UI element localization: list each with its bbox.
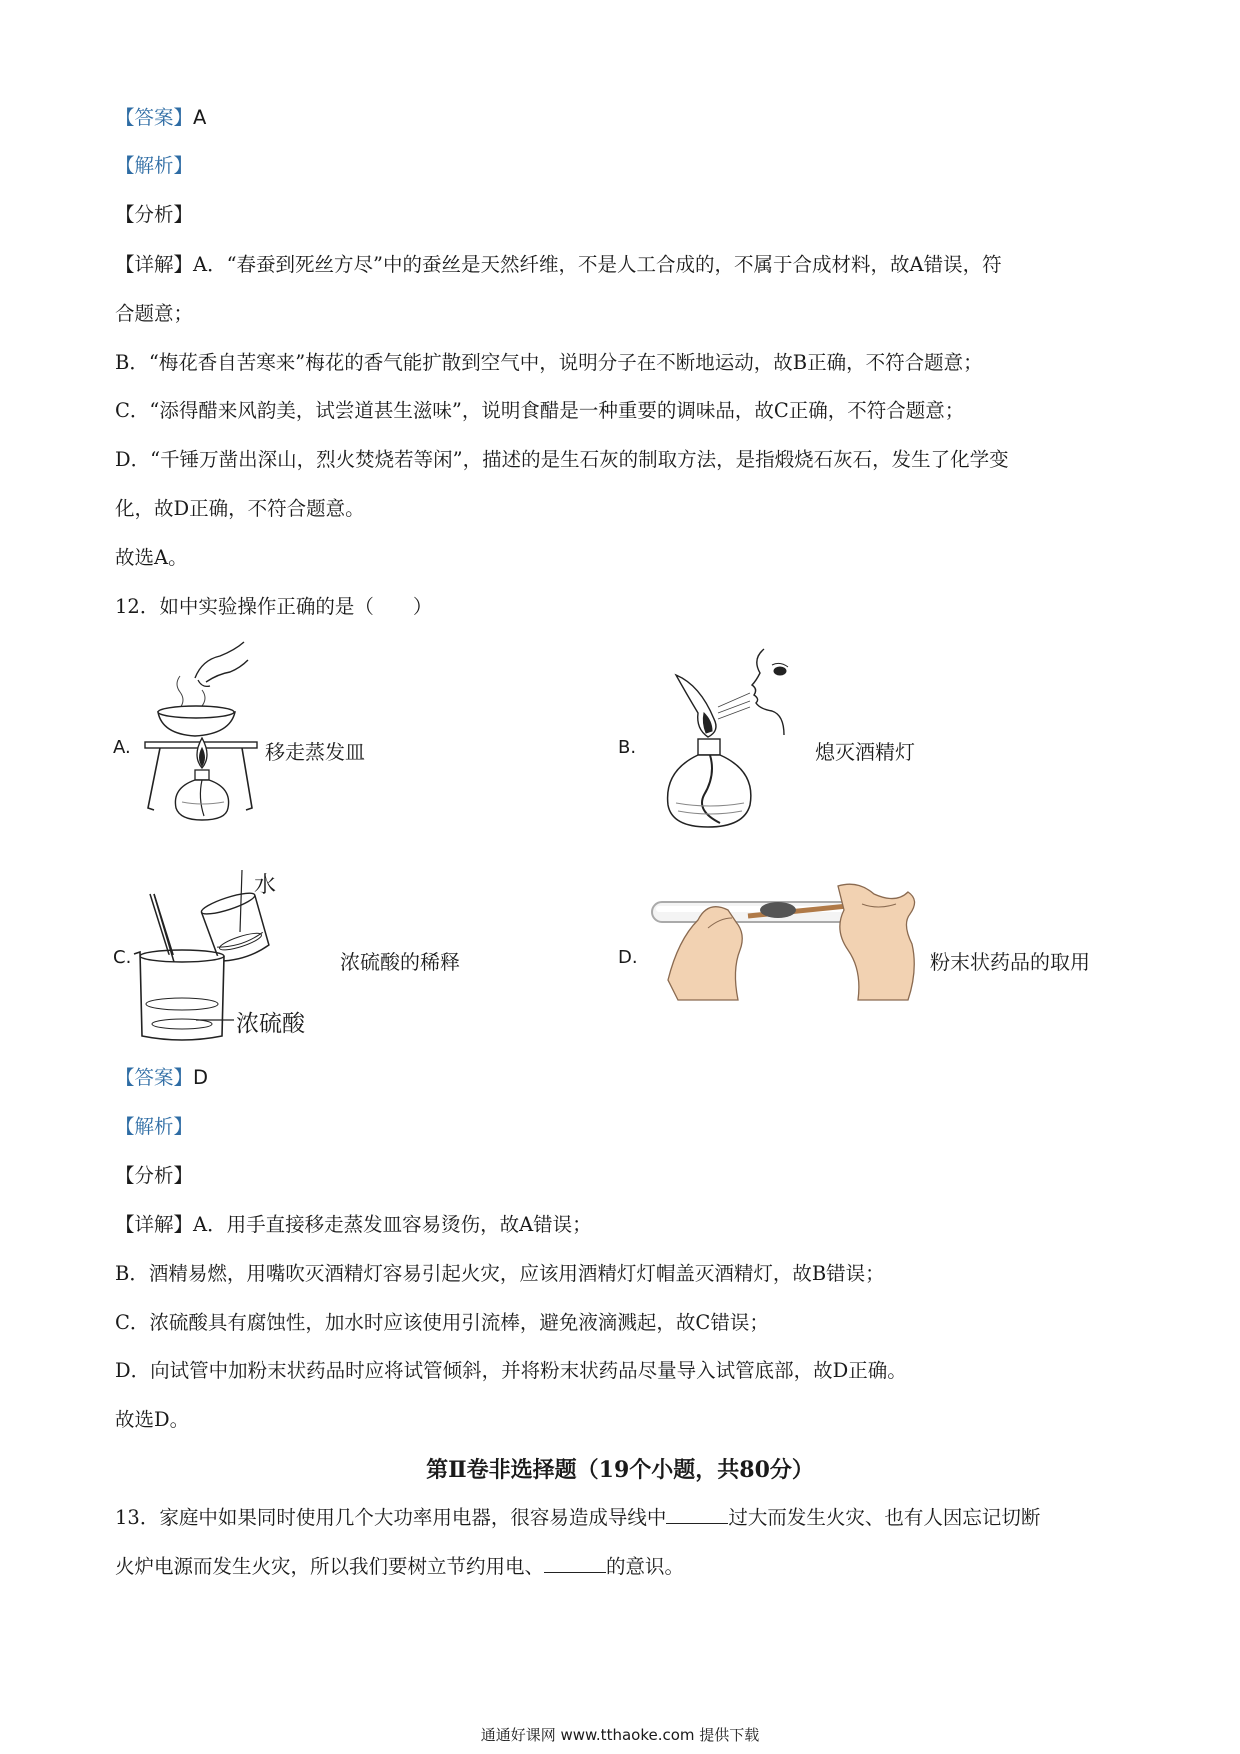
q13-line1 (115, 1503, 1040, 1532)
section-title: 第Ⅱ卷非选择题（19个小题，共80分） (426, 1457, 814, 1483)
q11-line-d1: D．“千锤万凿出深山，烈火焚烧若等闲”，描述的是生石灰的制取方法，是指煅烧石灰石，发生了化学变 (115, 448, 1009, 471)
q12-line-d: D．向试管中加粉末状药品时应将试管倾斜，并将粉末状药品尽量导入试管底部，故D正确。 (115, 1359, 907, 1382)
option-c-caption: 浓硫酸的稀释 (340, 950, 460, 974)
q11-line-d2: 化，故D正确，不符合题意。 (115, 497, 365, 520)
option-a-caption: 移走蒸发皿 (265, 740, 365, 764)
q13-blank-2 (544, 1552, 606, 1573)
option-b-caption: 熄灭酒精灯 (815, 740, 915, 764)
q13-part2: 过大而发生火灾、也有人因忘记切断 (728, 1506, 1041, 1529)
powder-test-tube-figure (648, 880, 928, 1010)
option-c-label: C. (113, 947, 132, 968)
acid-label: 浓硫酸 (236, 1011, 305, 1037)
q13-blank-1 (666, 1503, 728, 1524)
option-d-caption: 粉末状药品的取用 (930, 950, 1090, 974)
q11-analysis-tag: 【解析】 (115, 154, 194, 177)
answer-value: D (193, 1066, 209, 1089)
q13-part1: 13．家庭中如果同时使用几个大功率用电器，很容易造成导线中 (115, 1506, 667, 1529)
q11-detail-line2: 合题意； (115, 302, 194, 325)
q13-line2 (115, 1552, 684, 1581)
q13-part3: 火炉电源而发生火灾，所以我们要树立节约用电、 (115, 1555, 545, 1578)
q13-part4: 的意识。 (606, 1555, 685, 1578)
answer-tag: 【答案】 (115, 106, 194, 129)
q11-detail-line1: 【详解】A．“春蚕到死丝方尽”中的蚕丝是天然纤维，不是人工合成的，不属于合成材料，故A错误，符 (115, 253, 1002, 276)
answer-value: A (193, 106, 207, 129)
q11-line-c: C．“添得醋来风韵美，试尝道甚生滋味”，说明食醋是一种重要的调味品，故C正确，不符合题意； (115, 399, 965, 422)
evaporating-dish-figure (140, 638, 280, 858)
footer-watermark: 通通好课网 www.tthaoke.com 提供下载 (480, 1726, 760, 1744)
q12-conclusion: 故选D。 (115, 1408, 190, 1431)
q11-fenxi-tag: 【分析】 (115, 203, 194, 226)
q12-stem: 12．如中实验操作正确的是（ ） (115, 595, 433, 618)
answer-tag: 【答案】 (115, 1066, 194, 1089)
q12-detail-a: 【详解】A．用手直接移走蒸发皿容易烫伤，故A错误； (115, 1213, 592, 1236)
option-b-label: B. (618, 737, 637, 758)
q12-answer-line (115, 1064, 208, 1092)
q12-analysis-tag: 【解析】 (115, 1115, 194, 1138)
option-a-label: A. (113, 737, 131, 758)
alcohol-lamp-blowing-figure (660, 645, 810, 845)
q11-answer-line (115, 104, 206, 132)
option-d-label: D. (618, 947, 638, 968)
q12-line-c: C．浓硫酸具有腐蚀性，加水时应该使用引流棒，避免液滴溅起，故C错误； (115, 1311, 769, 1334)
water-label: 水 (254, 873, 277, 898)
q12-line-b: B．酒精易燃，用嘴吹灭酒精灯容易引起火灾，应该用酒精灯灯帽盖灭酒精灯，故B错误； (115, 1262, 885, 1285)
q11-conclusion: 故选A。 (115, 546, 188, 569)
q11-line-b: B．“梅花香自苦寒来”梅花的香气能扩散到空气中，说明分子在不断地运动，故B正确，不符合题意； (115, 351, 983, 374)
q12-fenxi-tag: 【分析】 (115, 1164, 194, 1187)
